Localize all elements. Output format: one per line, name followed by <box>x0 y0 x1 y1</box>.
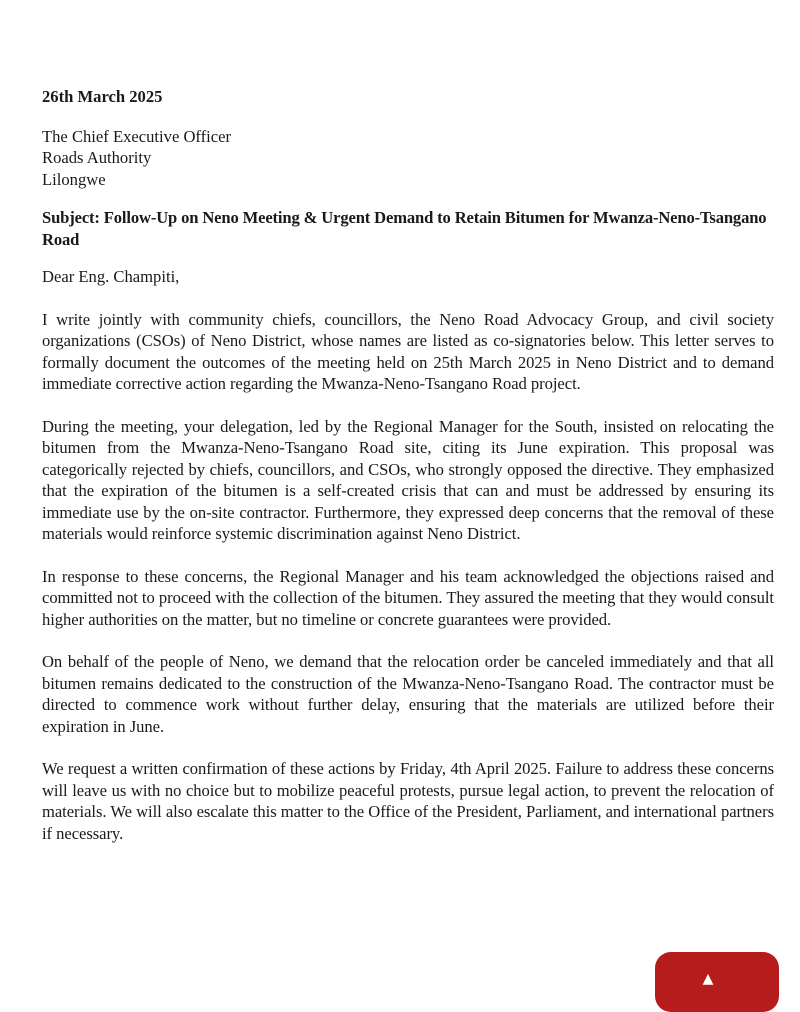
recipient-city: Lilongwe <box>42 169 106 189</box>
letter-salutation: Dear Eng. Champiti, <box>42 267 180 286</box>
letter <box>42 86 774 865</box>
recipient-address <box>42 126 774 191</box>
paragraph-demand: On behalf of the people of Neno, we demand that the relocation order be canceled immediately and that all bitumen remains dedicated to the construction of the Mwanza-Neno-Tsangano Road. The contractor must be directed to commence work without further delay, ensuring that the materials are utilized before their expiration in June. <box>42 652 774 736</box>
paragraph-meeting: During the meeting, your delegation, led by the Regional Manager for the South, insisted on relocating the bitumen from the Mwanza-Neno-Tsangano Road site, citing its June expiration. This proposal was categorically rejected by chiefs, councillors, and CSOs, who strongly opposed the directive. They emphasized that the expiration of the bitumen is a self-created crisis that can and must be addressed by ensuring its immediate use by the on-site contractor. Furthermore, they expressed deep concerns that the removal of these materials would reinforce systemic discrimination against Neno District. <box>42 416 774 543</box>
paragraph-introduction: I write jointly with community chiefs, councillors, the Neno Road Advocacy Group, and civil society organizations (CSOs) of Neno District, whose names are listed as co-signatories below. This letter serves to formally document the outcomes of the meeting held on 25th March 2025 in Neno District and to demand immediate corrective action regarding the Mwanza-Neno-Tsangano Road project. <box>42 309 774 393</box>
floating-action-button[interactable] <box>655 952 779 1012</box>
paragraph-response: In response to these concerns, the Regional Manager and his team acknowledged the objections raised and committed not to proceed with the collection of the bitumen. They assured the meeting that they would consult higher authorities on the matter, but no timeline or concrete guarantees were provided. <box>42 566 774 629</box>
arrow-up-icon: ▲ <box>702 971 714 987</box>
recipient-organization: Roads Authority <box>42 148 152 167</box>
paragraph-request: We request a written confirmation of these actions by Friday, 4th April 2025. Failure to address these concerns will leave us with no choice but to mobilize peaceful protests, pursue legal action, to prevent the relocation of materials. We will also escalate this matter to the Office of the President, Parliament, and international partners if necessary. <box>42 759 774 843</box>
recipient-title: The Chief Executive Officer <box>42 126 232 146</box>
letter-subject: Subject: Follow-Up on Neno Meeting & Urgent Demand to Retain Bitumen for Mwanza-Neno-Tsangano Road <box>42 208 767 249</box>
letter-date: 26th March 2025 <box>42 87 163 106</box>
